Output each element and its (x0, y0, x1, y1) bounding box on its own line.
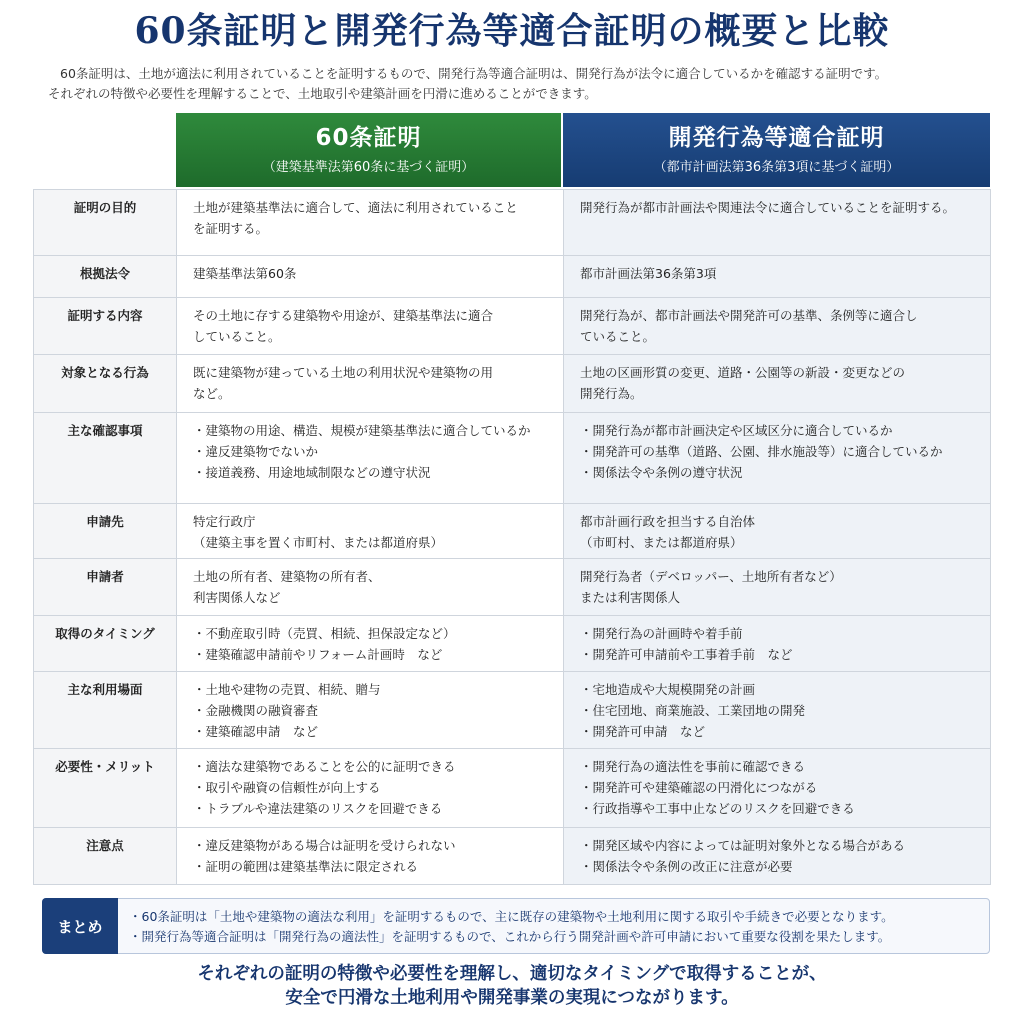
table-row (34, 616, 991, 672)
bullet-item: ・ 開発区域や内容によっては証明対象外となる場合がある (580, 835, 974, 856)
cell-kaihatsu (564, 256, 991, 297)
cell-text-line: 開発行為。 (580, 386, 643, 401)
closing-line: 安全で円滑な土地利用や開発事業の実現につながります。 (285, 988, 739, 1008)
summary-tag: まとめ (42, 898, 118, 954)
summary-item: ・ 開発行為等適合証明は「開発行為の適法性」を証明するもので、これから行う開発計画や許可申請において重要な役割を果たします。 (129, 927, 894, 947)
cell-text-line: 土地の区画形質の変更、道路・公園等の新設・変更などの (580, 365, 906, 380)
cell-60jo (177, 559, 564, 615)
cell-kaihatsu (564, 616, 991, 671)
bullet-item: ・ 開発許可申請 など (580, 721, 974, 742)
cell-60jo (177, 672, 564, 748)
bullet-item: ・ 違反建築物でないか (193, 441, 547, 462)
cell-text-line: 都市計画法第36条第3項 (580, 266, 717, 281)
cell-60jo (177, 190, 564, 255)
cell-kaihatsu (564, 504, 991, 558)
cell-text-line: 土地の所有者、建築物の所有者、 (193, 569, 381, 584)
bullet-item: ・ 開発行為の計画時や着手前 (580, 623, 974, 644)
table-row (34, 504, 991, 559)
cell-text-line: していること。 (193, 329, 281, 344)
cell-text-line: 既に建築物が建っている土地の利用状況や建築物の用 (193, 365, 494, 380)
bullet-item: ・ 行政指導や工事中止などのリスクを回避できる (580, 798, 974, 819)
row-label: 申請者 (34, 559, 177, 615)
cell-text-line: または利害関係人 (580, 590, 681, 605)
cell-text-line: 開発行為が、都市計画法や開発許可の基準、条例等に適合し (580, 308, 918, 323)
bullet-item: ・ 住宅団地、商業施設、工業団地の開発 (580, 700, 974, 721)
row-label: 主な利用場面 (34, 672, 177, 748)
intro-text (48, 64, 1008, 104)
bullet-item: ・ 開発許可や建築確認の円滑化につながる (580, 777, 974, 798)
cell-kaihatsu (564, 413, 991, 503)
row-label: 対象となる行為 (34, 355, 177, 412)
bullet-item: ・ 開発許可の基準（道路、公園、排水施設等）に適合しているか (580, 441, 974, 462)
cell-text-line: 開発行為者（デベロッパー、土地所有者など） (580, 569, 842, 584)
cell-text-line: ていること。 (580, 329, 656, 344)
cell-text-line: 都市計画行政を担当する自治体 (580, 514, 756, 529)
column-header-kaihatsu (563, 113, 990, 187)
column-header-60jo (176, 113, 561, 187)
cell-text-line: を証明する。 (193, 221, 269, 236)
table-row (34, 749, 991, 828)
cell-text-line: 開発行為が都市計画法や関連法令に適合していることを証明する。 (580, 200, 956, 215)
row-label: 必要性・メリット (34, 749, 177, 827)
bullet-item: ・ 関係法令や条例の改正に注意が必要 (580, 856, 974, 877)
row-label: 注意点 (34, 828, 177, 884)
cell-kaihatsu (564, 828, 991, 884)
cell-kaihatsu (564, 559, 991, 615)
cell-text-line: （市町村、または都道府県） (580, 535, 743, 550)
cell-text-line: など。 (193, 386, 231, 401)
summary-box (42, 898, 990, 954)
cell-text-line: 利害関係人など (193, 590, 281, 605)
intro-line: 60条証明は、土地が適法に利用されていることを証明するもので、開発行為等適合証明は、開発行為が法令に適合しているかを確認する証明です。 (60, 66, 888, 81)
bullet-item: ・ 開発行為の適法性を事前に確認できる (580, 756, 974, 777)
row-label: 取得のタイミング (34, 616, 177, 671)
cell-60jo (177, 298, 564, 354)
cell-kaihatsu (564, 298, 991, 354)
cell-60jo (177, 413, 564, 503)
cell-text-line: 土地が建築基準法に適合して、適法に利用されていること (193, 200, 518, 215)
page-title: 60条証明と開発行為等適合証明の概要と比較 (134, 10, 890, 52)
bullet-item: ・ 宅地造成や大規模開発の計画 (580, 679, 974, 700)
cell-60jo (177, 828, 564, 884)
cell-60jo (177, 256, 564, 297)
table-row (34, 828, 991, 885)
cell-text-line: 特定行政庁 (193, 514, 256, 529)
cell-text-line: 建築基準法第60条 (193, 266, 297, 281)
bullet-item: ・ 適法な建築物であることを公的に証明できる (193, 756, 547, 777)
column-subheading: （建築基準法第60条に基づく証明） (262, 160, 475, 175)
bullet-item: ・ 建築確認申請 など (193, 721, 547, 742)
column-heading: 開発行為等適合証明 (668, 125, 885, 151)
column-subheading: （都市計画法第36条第3項に基づく証明） (653, 160, 900, 175)
cell-60jo (177, 504, 564, 558)
cell-60jo (177, 749, 564, 827)
table-row (34, 413, 991, 504)
bullet-item: ・ 開発許可申請前や工事着手前 など (580, 644, 974, 665)
table-row (34, 190, 991, 256)
cell-kaihatsu (564, 672, 991, 748)
bullet-item: ・ 建築確認申請前やリフォーム計画時 など (193, 644, 547, 665)
cell-60jo (177, 355, 564, 412)
bullet-item: ・ 不動産取引時（売買、相続、担保設定など） (193, 623, 547, 644)
comparison-table (33, 189, 991, 885)
cell-text-line: （建築主事を置く市町村、または都道府県） (193, 535, 444, 550)
row-label: 主な確認事項 (34, 413, 177, 503)
cell-text-line: その土地に存する建築物や用途が、建築基準法に適合 (193, 308, 494, 323)
intro-line: それぞれの特徴や必要性を理解することで、土地取引や建築計画を円滑に進めることができます。 (48, 86, 597, 101)
table-row (34, 298, 991, 355)
summary-item: ・ 60条証明は「土地や建築物の適法な利用」を証明するもので、主に既存の建築物や土地利用に関する取引や手続きで必要となります。 (129, 907, 894, 927)
bullet-item: ・ 開発行為が都市計画決定や区域区分に適合しているか (580, 420, 974, 441)
closing-line: それぞれの証明の特徴や必要性を理解し、適切なタイミングで取得することが、 (197, 964, 827, 984)
cell-kaihatsu (564, 190, 991, 255)
bullet-item: ・ トラブルや違法建築のリスクを回避できる (193, 798, 547, 819)
row-label: 証明の目的 (34, 190, 177, 255)
cell-kaihatsu (564, 355, 991, 412)
row-label: 証明する内容 (34, 298, 177, 354)
bullet-item: ・ 金融機関の融資審査 (193, 700, 547, 721)
row-label: 根拠法令 (34, 256, 177, 297)
cell-60jo (177, 616, 564, 671)
bullet-item: ・ 土地や建物の売買、相続、贈与 (193, 679, 547, 700)
table-row (34, 559, 991, 616)
table-row (34, 355, 991, 413)
column-heading: 60条証明 (315, 125, 422, 151)
table-row (34, 256, 991, 298)
bullet-item: ・ 関係法令や条例の遵守状況 (580, 462, 974, 483)
bullet-item: ・ 取引や融資の信頼性が向上する (193, 777, 547, 798)
table-row (34, 672, 991, 749)
bullet-item: ・ 違反建築物がある場合は証明を受けられない (193, 835, 547, 856)
row-label: 申請先 (34, 504, 177, 558)
bullet-item: ・ 建築物の用途、構造、規模が建築基準法に適合しているか (193, 420, 547, 441)
bullet-item: ・ 接道義務、用途地域制限などの遵守状況 (193, 462, 547, 483)
cell-kaihatsu (564, 749, 991, 827)
bullet-item: ・ 証明の範囲は建築基準法に限定される (193, 856, 547, 877)
closing-message (0, 962, 1024, 1010)
